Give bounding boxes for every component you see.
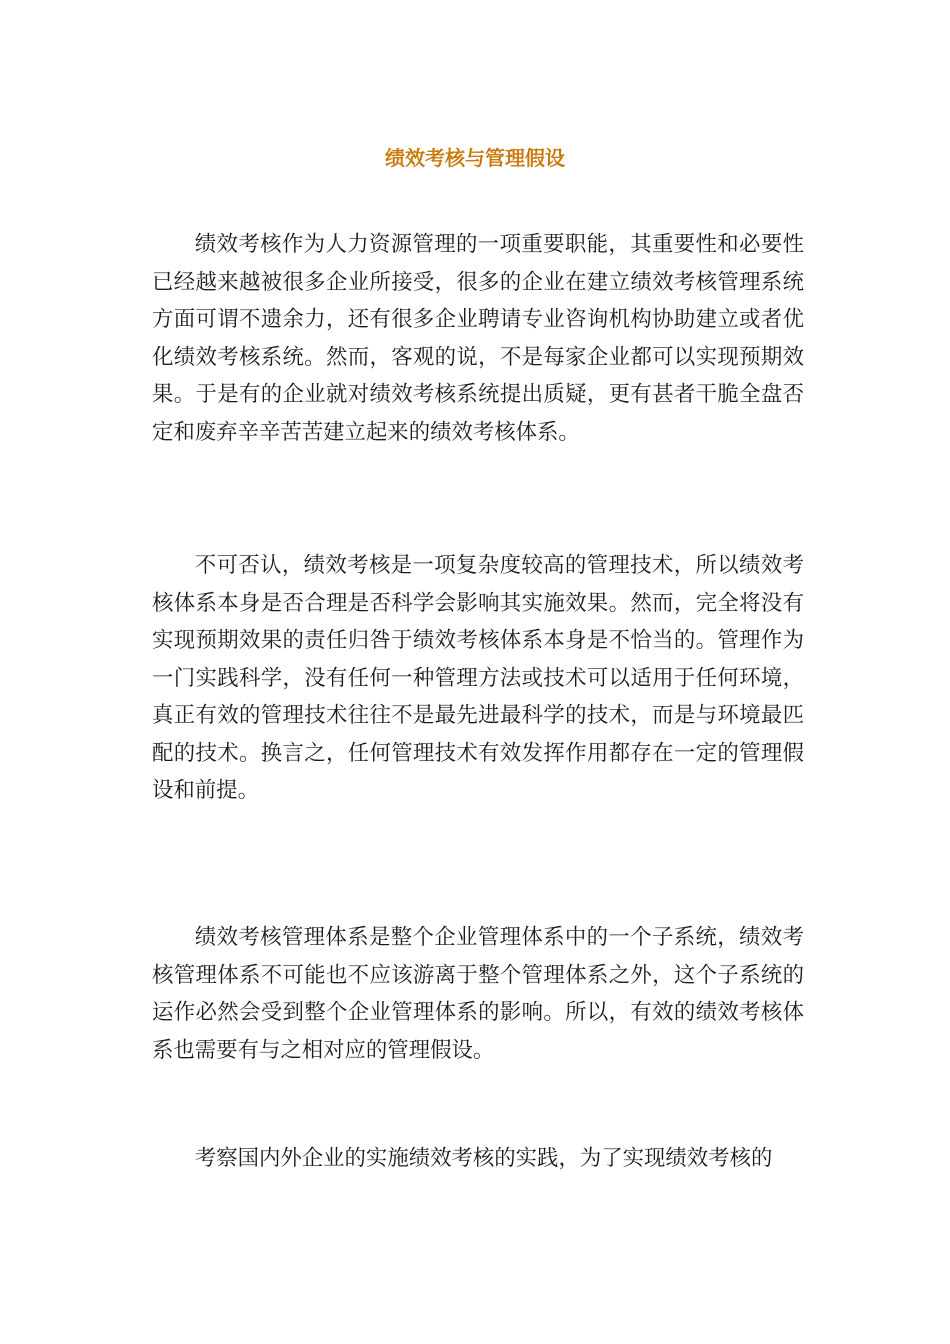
paragraph-4: 考察国内外企业的实施绩效考核的实践，为了实现绩效考核的 xyxy=(194,1146,773,1171)
paragraph-1: 绩效考核作为人力资源管理的一项重要职能，其重要性和必要性已经越来越被很多企业所接受，很多的企业在建立绩效考核管理系统方面可谓不遗余力，还有很多企业聘请专业咨询机构协助建立或者优化绩效考核系统。然而，客观的说，不是每家企业都可以实现预期效果。于是有的企业就对绩效考核系统提出质疑，更有甚者干脆全盘否定和废弃辛辛苦苦建立起来的绩效考核体系。 xyxy=(152,232,804,445)
paragraph-2: 不可否认，绩效考核是一项复杂度较高的管理技术，所以绩效考核体系本身是否合理是否科学会影响其实施效果。然而，完全将没有实现预期效果的责任归咎于绩效考核体系本身是不恰当的。管理作为一门实践科学，没有任何一种管理方法或技术可以适用于任何环境，真正有效的管理技术往往不是最先进最科学的技术，而是与环境最匹配的技术。换言之，任何管理技术有效发挥作用都存在一定的管理假设和前提。 xyxy=(152,553,804,803)
document-title: 绩效考核与管理假设 xyxy=(385,146,565,170)
paragraph-3: 绩效考核管理体系是整个企业管理体系中的一个子系统，绩效考核管理体系不可能也不应该游离于整个管理体系之外，这个子系统的运作必然会受到整个企业管理体系的影响。所以，有效的绩效考核体系也需要有与之相对应的管理假设。 xyxy=(152,925,804,1063)
